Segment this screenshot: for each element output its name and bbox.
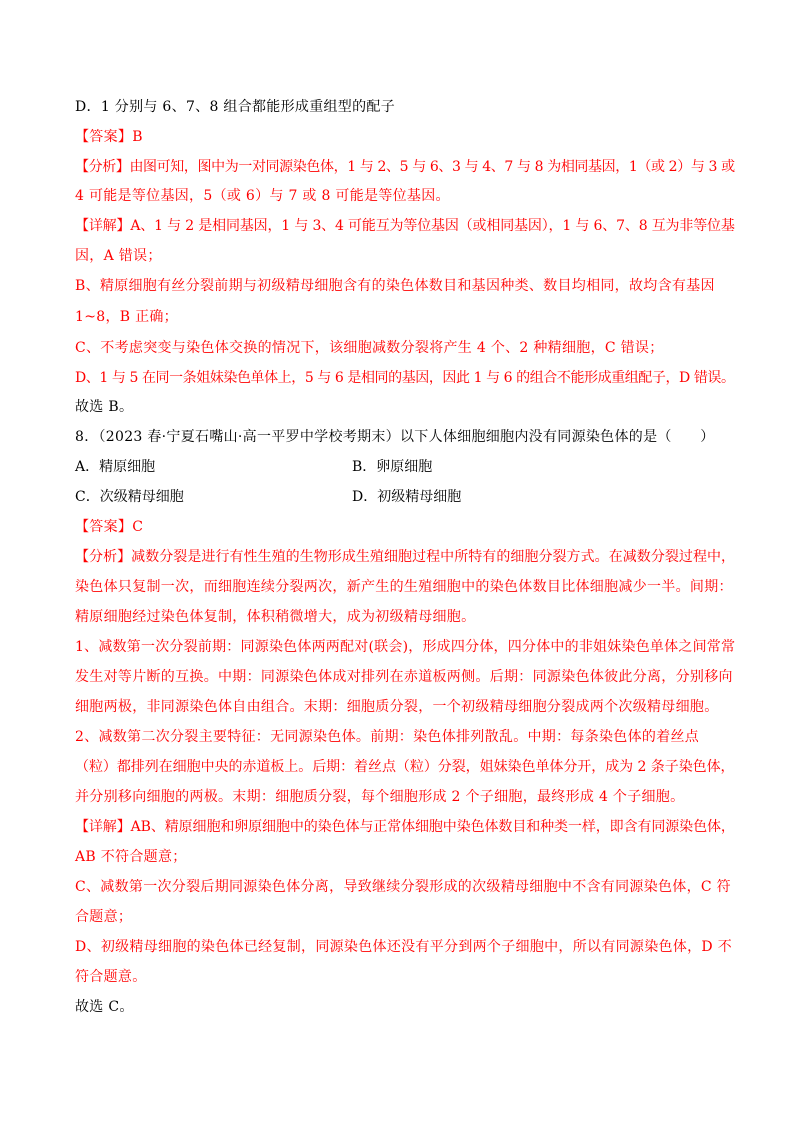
- q7-detail-line: B、精原细胞有丝分裂前期与初级精母细胞含有的染色体数目和基因种类、数目均相同，故均含有基因: [75, 278, 715, 294]
- q7-conclusion: 故选 B。: [75, 399, 134, 415]
- q8-option-a: A．精原细胞: [75, 459, 156, 475]
- q7-detail-line: D、1 与 5 在同一条姐妹染色单体上，5 与 6 是相同的基因，因此 1 与 6 的组合不能形成重组配子，D 错误。: [75, 370, 735, 386]
- q8-conclusion: 故选 C。: [75, 999, 134, 1015]
- q8-analysis-line: 细胞两极，非同源染色体自由组合。末期：细胞质分裂，一个初级精母细胞分裂成两个次级精母细胞。: [75, 699, 719, 715]
- q8-detail-line: C、减数第一次分裂后期同源染色体分离，导致继续分裂形成的次级精母细胞中不含有同源染色体，C 符: [75, 879, 731, 895]
- q8-option-b: B．卵原细胞: [352, 459, 433, 475]
- q8-analysis-line: 染色体只复制一次，而细胞连续分裂两次，新产生的生殖细胞中的染色体数目比体细胞减少一半。间期：: [75, 579, 733, 595]
- q7-detail-line: C、不考虑突变与染色体交换的情况下，该细胞减数分裂将产生 4 个、2 种精细胞，C 错误；: [75, 340, 664, 356]
- q7-detail-line: 1~8，B 正确；: [75, 309, 178, 325]
- q7-analysis-line: 4 可能是等位基因，5（或 6）与 7 或 8 可能是等位基因。: [75, 188, 450, 204]
- q8-analysis-line: 精原细胞经过染色体复制，体积稍微增大，成为初级精母细胞。: [75, 609, 476, 625]
- q8-option-d: D．初级精母细胞: [352, 489, 462, 505]
- q8-option-c: C．次级精母细胞: [75, 489, 184, 505]
- q8-detail-line: 合题意；: [75, 909, 133, 925]
- q8-analysis-line: 2、减数第二次分裂主要特征：无同源染色体。前期：染色体排列散乱。中期：每条染色体的着丝点: [75, 729, 700, 745]
- q8-analysis-line: 发生对等片断的互换。中期：同源染色体成对排列在赤道板两侧。后期：同源染色体彼此分离，分别移向: [75, 669, 733, 685]
- q7-analysis-line: 【分析】由图可知，图中为一对同源染色体，1 与 2、5 与 6、3 与 4、7 与 8 为相同基因，1（或 2）与 3 或: [75, 159, 735, 175]
- q8-analysis-line: 1、减数第一次分裂前期：同源染色体两两配对(联会)，形成四分体，四分体中的非姐妹染色单体之间常常: [75, 639, 736, 655]
- q7-detail-line: 【详解】A、1 与 2 是相同基因，1 与 3、4 可能互为等位基因（或相同基因），1 与 6、7、8 互为非等位基: [75, 218, 735, 234]
- q7-answer: 【答案】B: [75, 129, 143, 145]
- q8-analysis-line: 并分别移向细胞的两极。末期：细胞质分裂，每个细胞形成 2 个子细胞，最终形成 4 个子细胞。: [75, 789, 685, 805]
- q7-option-d: D．1 分别与 6、7、8 组合都能形成重组型的配子: [75, 99, 396, 115]
- q8-answer: 【答案】C: [75, 519, 144, 535]
- q7-detail-line: 因，A 错误；: [75, 248, 162, 264]
- q8-detail-line: D、初级精母细胞的染色体已经复制，同源染色体还没有平分到两个子细胞中，所以有同源染色体，D 不: [75, 939, 732, 955]
- q8-analysis-line: （粒）都排列在细胞中央的赤道板上。后期：着丝点（粒）分裂，姐妹染色单体分开，成为 2 条子染色体，: [75, 759, 735, 775]
- q8-detail-line: 【详解】AB、精原细胞和卵原细胞中的染色体与正常体细胞中染色体数目和种类一样，即含有同源染色体，: [75, 819, 735, 835]
- q8-stem: 8．（2023 春·宁夏石嘴山·高一平罗中学校考期末）以下人体细胞细胞内没有同源染色体的是（ ）: [75, 429, 715, 445]
- q8-detail-line: 符合题意。: [75, 969, 147, 985]
- q8-detail-line: AB 不符合题意；: [75, 849, 187, 865]
- q8-analysis-line: 【分析】减数分裂是进行有性生殖的生物形成生殖细胞过程中所特有的细胞分裂方式。在减数分裂过程中，: [75, 549, 736, 565]
